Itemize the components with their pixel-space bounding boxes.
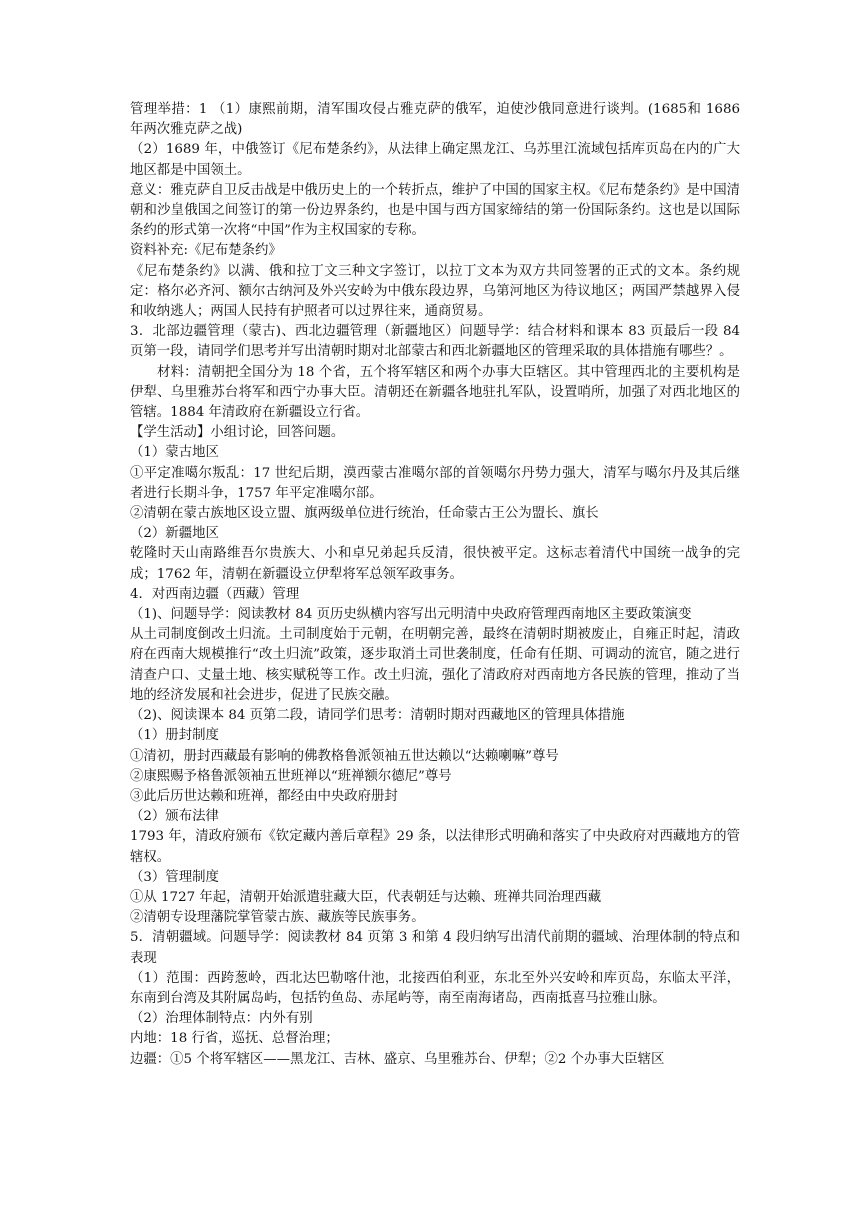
paragraph: （2）1689 年，中俄签订《尼布楚条约》，从法律上确定黑龙江、乌苏里江流域包括库页岛在内的广大地区都是中国领土。 xyxy=(130,142,740,178)
paragraph: 1793 年，清政府颁布《钦定藏内善后章程》29 条，以法律形式明确和落实了中央政府对西藏地方的管辖权。 xyxy=(130,829,740,865)
paragraph: （1）册封制度 xyxy=(130,728,219,744)
document-page xyxy=(130,100,740,1070)
paragraph: （2）颁布法律 xyxy=(130,809,219,825)
material-paragraph: 材料：清朝把全国分为 18 个省，五个将军辖区和两个办事大臣辖区。其中管理西北的主要机构是伊犁、乌里雅苏台将军和西宁办事大臣。清朝还在新疆各地驻扎军队，设置哨所，加强了对西北地区的管辖。1884 年清政府在新疆设立行省。 xyxy=(130,364,740,421)
paragraph: ②清朝在蒙古族地区设立盟、旗两级单位进行统治，任命蒙古王公为盟长、旗长 xyxy=(130,506,599,522)
paragraph: ②清朝专设理藩院掌管蒙古族、藏族等民族事务。 xyxy=(130,910,425,926)
paragraph: ②康熙赐予格鲁派领袖五世班禅以“班禅额尔德尼”尊号 xyxy=(130,768,452,784)
paragraph: ①平定准噶尔叛乱：17 世纪后期，漠西蒙古准噶尔部的首领噶尔丹势力强大，清军与噶尔丹及其后继者进行长期斗争，1757 年平定准噶尔部。 xyxy=(130,465,740,501)
paragraph: （2）治理体制特点：内外有别 xyxy=(130,1011,313,1027)
paragraph: （1)、问题导学：阅读教材 84 页历史纵横内容写出元明清中央政府管理西南地区主要政策演变 xyxy=(130,607,692,623)
paragraph: 内地：18 行省，巡抚、总督治理； xyxy=(130,1031,339,1047)
paragraph: ①从 1727 年起，清朝开始派遣驻藏大臣，代表朝廷与达赖、班禅共同治理西藏 xyxy=(130,889,602,905)
paragraph: ③此后历世达赖和班禅，都经由中央政府册封 xyxy=(130,788,398,804)
paragraph: （2）新疆地区 xyxy=(130,526,219,542)
paragraph: （1）范围：西跨葱岭，西北达巴勒喀什池，北接西伯利亚，东北至外兴安岭和库页岛，东临太平洋，东南到台湾及其附属岛屿，包括钓鱼岛、赤尾屿等，南至南海诸岛，西南抵喜马拉雅山脉。 xyxy=(130,970,740,1006)
paragraph: 管理举措：1 （1）康熙前期，清军围攻侵占雅克萨的俄军，迫使沙俄同意进行谈判。(1685和 1686 年两次雅克萨之战) xyxy=(130,102,740,138)
paragraph: （1）蒙古地区 xyxy=(130,445,219,461)
activity-heading: 【学生活动】小组讨论，回答问题。 xyxy=(130,425,345,441)
section-heading: 3．北部边疆管理（蒙古)、西北边疆管理（新疆地区）问题导学：结合材料和课本 83 页最后一段 84 页第一段，请同学们思考并写出清朝时期对北部蒙古和西北新疆地区的管理采取的具体措施有哪些？。 xyxy=(130,324,740,360)
paragraph: 意义：雅克萨自卫反击战是中俄历史上的一个转折点，维护了中国的国家主权。《尼布楚条约》是中国清朝和沙皇俄国之间签订的第一份边界条约，也是中国与西方国家缔结的第一份国际条约。这也是以国际条约的形式第一次将“中国”作为主权国家的专称。 xyxy=(130,182,740,239)
paragraph: 《尼布楚条约》以满、俄和拉丁文三种文字签订，以拉丁文本为双方共同签署的正式的文本。条约规定：格尔必齐河、额尔古纳河及外兴安岭为中俄东段边界，乌第河地区为待议地区；两国严禁越界入侵和收纳逃人；两国人民持有护照者可以过界往来，通商贸易。 xyxy=(130,263,740,320)
paragraph: 从土司制度倒改土归流。土司制度始于元朝，在明朝完善，最终在清朝时期被废止，自雍正时起，清政府在西南大规模推行“改土归流”政策，逐步取消土司世袭制度，任命有任期、可调动的流官，随之进行清查户口、丈量土地、核实赋税等工作。改土归流，强化了清政府对西南地方各民族的管理，推动了当地的经济发展和社会进步，促进了民族交融。 xyxy=(130,627,740,703)
section-heading: 4．对西南边疆（西藏）管理 xyxy=(130,586,300,602)
paragraph: ①清初，册封西藏最有影响的佛教格鲁派领袖五世达赖以“达赖喇嘛”尊号 xyxy=(130,748,559,764)
paragraph: （3）管理制度 xyxy=(130,869,219,885)
paragraph: 乾隆时天山南路维吾尔贵族大、小和卓兄弟起兵反清，很快被平定。这标志着清代中国统一战争的完成；1762 年，清朝在新疆设立伊犁将军总领军政事务。 xyxy=(130,546,740,582)
section-subheading: 资料补充:《尼布楚条约》 xyxy=(130,243,282,259)
paragraph: 边疆：①5 个将军辖区——黑龙江、吉林、盛京、乌里雅苏台、伊犁；②2 个办事大臣辖区 xyxy=(130,1051,665,1067)
paragraph: （2)、阅读课本 84 页第二段，请同学们思考：清朝时期对西藏地区的管理具体措施 xyxy=(130,708,625,724)
section-heading: 5．清朝疆域。问题导学：阅读教材 84 页第 3 和第 4 段归纳写出清代前期的疆域、治理体制的特点和表现 xyxy=(130,930,740,966)
